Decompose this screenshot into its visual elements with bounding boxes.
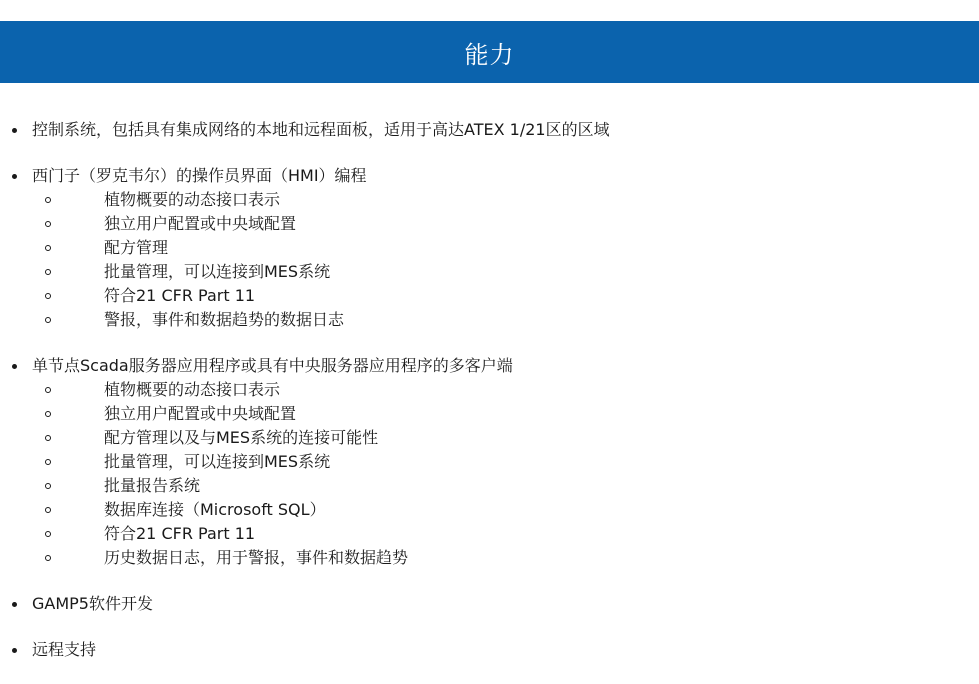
circle-bullet-icon [45, 555, 51, 561]
sub-list [32, 188, 979, 332]
circle-bullet-icon [45, 317, 51, 323]
sub-list-item [32, 378, 979, 402]
capability-item [0, 118, 979, 142]
capability-item [0, 164, 979, 332]
circle-bullet-icon [45, 435, 51, 441]
circle-bullet-icon [45, 507, 51, 513]
circle-bullet-icon [45, 483, 51, 489]
sub-item-text: 历史数据日志，用于警报，事件和数据趋势 [104, 548, 409, 567]
sub-item-text: 配方管理以及与MES系统的连接可能性 [104, 428, 379, 447]
sub-list-item [32, 308, 979, 332]
circle-bullet-icon [45, 245, 51, 251]
circle-bullet-icon [45, 221, 51, 227]
circle-bullet-icon [45, 269, 51, 275]
capabilities-content [0, 118, 979, 684]
bullet-icon [12, 128, 17, 133]
sub-list-item [32, 450, 979, 474]
sub-list-item [32, 546, 979, 570]
sub-item-text: 独立用户配置或中央域配置 [104, 214, 297, 233]
sub-list-item [32, 402, 979, 426]
capability-text: 控制系统，包括具有集成网络的本地和远程面板，适用于高达ATEX 1/21区的区域 [32, 120, 610, 139]
section-header [0, 21, 979, 83]
sub-list-item [32, 236, 979, 260]
circle-bullet-icon [45, 387, 51, 393]
capabilities-list [0, 118, 979, 662]
bullet-icon [12, 174, 17, 179]
capability-item [0, 592, 979, 616]
sub-list-item [32, 212, 979, 236]
sub-item-text: 符合21 CFR Part 11 [104, 524, 256, 543]
circle-bullet-icon [45, 459, 51, 465]
sub-list-item [32, 188, 979, 212]
sub-item-text: 数据库连接（Microsoft SQL） [104, 500, 326, 519]
capability-text: 单节点Scada服务器应用程序或具有中央服务器应用程序的多客户端 [32, 356, 513, 375]
sub-list-item [32, 260, 979, 284]
circle-bullet-icon [45, 411, 51, 417]
sub-list-item [32, 474, 979, 498]
capability-text: GAMP5软件开发 [32, 594, 153, 613]
sub-item-text: 独立用户配置或中央域配置 [104, 404, 297, 423]
sub-item-text: 批量报告系统 [104, 476, 201, 495]
sub-item-text: 符合21 CFR Part 11 [104, 286, 256, 305]
sub-item-text: 批量管理，可以连接到MES系统 [104, 262, 331, 281]
sub-item-text: 警报，事件和数据趋势的数据日志 [104, 310, 345, 329]
section-title: 能力 [464, 40, 515, 69]
bullet-icon [12, 602, 17, 607]
sub-item-text: 批量管理，可以连接到MES系统 [104, 452, 331, 471]
capability-item [0, 354, 979, 570]
capability-item [0, 638, 979, 662]
sub-item-text: 植物概要的动态接口表示 [104, 380, 281, 399]
capability-text: 西门子（罗克韦尔）的操作员界面（HMI）编程 [32, 166, 367, 185]
capability-text: 远程支持 [32, 640, 97, 659]
sub-list-item [32, 426, 979, 450]
sub-list-item [32, 498, 979, 522]
bullet-icon [12, 364, 17, 369]
bullet-icon [12, 648, 17, 653]
sub-list-item [32, 284, 979, 308]
circle-bullet-icon [45, 293, 51, 299]
sub-list [32, 378, 979, 570]
circle-bullet-icon [45, 531, 51, 537]
sub-item-text: 配方管理 [104, 238, 169, 257]
sub-item-text: 植物概要的动态接口表示 [104, 190, 281, 209]
sub-list-item [32, 522, 979, 546]
circle-bullet-icon [45, 197, 51, 203]
